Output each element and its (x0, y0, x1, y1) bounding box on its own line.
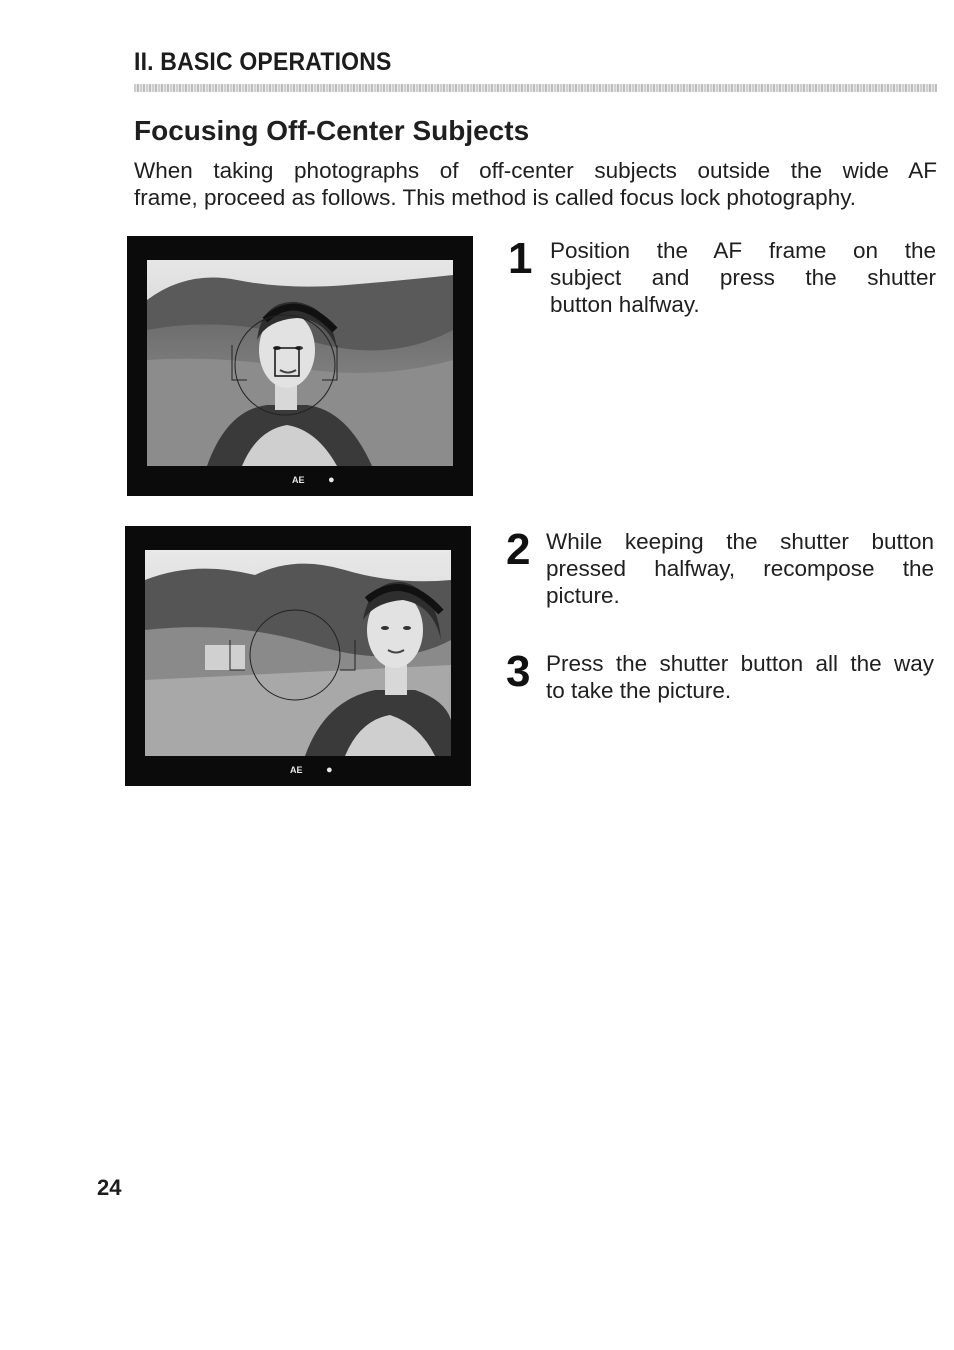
ae-indicator: AE (290, 765, 303, 775)
ae-indicator: AE (292, 475, 305, 485)
step-line: pressed halfway, recompose the (546, 556, 934, 581)
step-line: Press the shutter button all the way (546, 651, 934, 676)
step-text (550, 237, 936, 318)
viewfinder-photo-subject-centered-icon (147, 260, 453, 466)
step-text (546, 528, 934, 609)
page-title: Focusing Off-Center Subjects (134, 115, 530, 146)
intro-line: frame, proceed as follows. This method is called focus lock photography. (134, 185, 857, 210)
intro-line: When taking photographs of off-center subjects outside the wide AF (134, 158, 937, 183)
section-header: II. BASIC OPERATIONS (134, 48, 392, 76)
step-number: 2 (506, 525, 531, 574)
step-line: subject and press the shutter (550, 265, 936, 290)
focus-confirmation-dot: ● (328, 474, 335, 486)
viewfinder-info-bar (125, 764, 471, 778)
page-number: 24 (97, 1175, 122, 1200)
step-line: While keeping the shutter button (546, 529, 934, 554)
header-rule (134, 84, 937, 92)
step-line: button halfway. (550, 292, 700, 317)
viewfinder-photo-subject-recomposed-icon (145, 550, 451, 756)
viewfinder-illustration (125, 526, 471, 786)
viewfinder-illustration (127, 236, 473, 496)
step-text (546, 650, 934, 704)
step-line: Position the AF frame on the (550, 238, 936, 263)
focus-confirmation-dot: ● (326, 764, 333, 776)
intro-paragraph (134, 157, 937, 211)
step-line: to take the picture. (546, 678, 732, 703)
step-number: 3 (506, 647, 531, 696)
step-number: 1 (508, 234, 533, 283)
viewfinder-info-bar (127, 474, 473, 488)
step-line: picture. (546, 583, 620, 608)
